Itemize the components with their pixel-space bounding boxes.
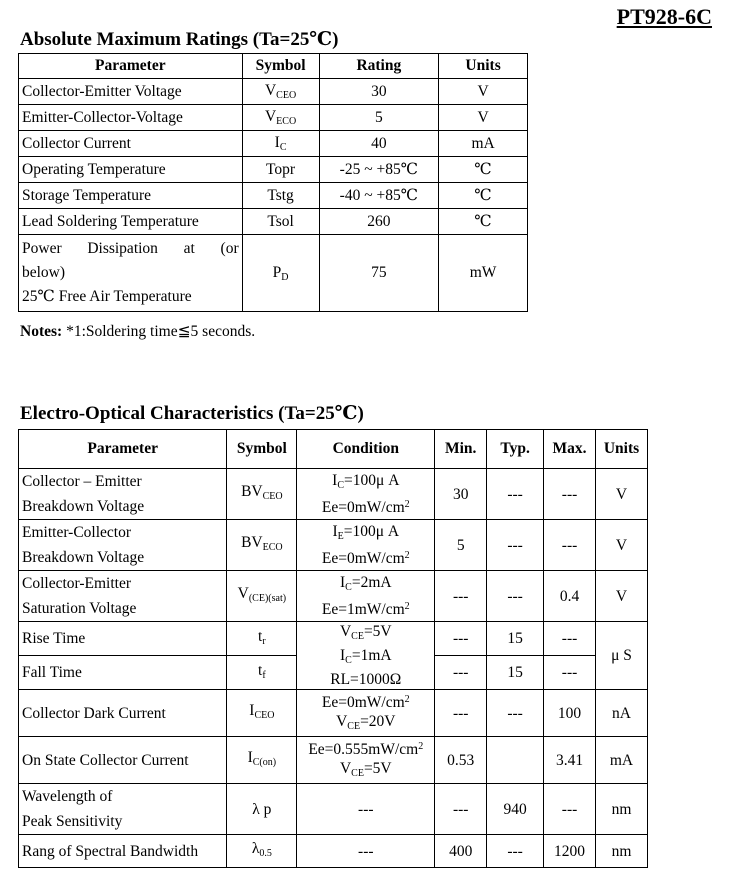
- units-cell: mA: [596, 737, 648, 784]
- table-row: [19, 690, 648, 737]
- header-units: Units: [596, 430, 648, 469]
- max-cell: ---: [544, 622, 596, 656]
- symbol-cell: $V_{ECO}$: [242, 105, 319, 131]
- symbol-cell: $BV_{CEO}$: [227, 469, 297, 520]
- condition-cell: $Ee=0mW/cm^2$ $V_{CE}=20V$: [297, 690, 435, 737]
- min-cell: ---: [435, 784, 487, 835]
- min-cell: 0.53: [435, 737, 487, 784]
- table-row: [19, 520, 648, 571]
- condition-cell: $I_C=100\mu$ A $Ee=0mW/cm^2$: [297, 469, 435, 520]
- symbol-cell: $V_{CEO}$: [242, 79, 319, 105]
- rating-cell: 30: [319, 79, 439, 105]
- rating-cell: 75: [319, 235, 439, 312]
- parameter-cell: Lead Soldering Temperature: [19, 209, 243, 235]
- symbol-cell: λ p: [227, 784, 297, 835]
- rating-cell: -25 ~ +85℃: [319, 157, 439, 183]
- units-cell: ℃: [439, 209, 528, 235]
- table-header-row: [19, 430, 648, 469]
- condition-cell: $V_{CE}=5V$ $I_C=1mA$ RL=1000Ω: [297, 622, 435, 690]
- units-cell: nm: [596, 784, 648, 835]
- header-symbol: Symbol: [242, 54, 319, 79]
- units-cell: V: [439, 105, 528, 131]
- absolute-maximum-ratings-table: [18, 53, 528, 312]
- rating-cell: 260: [319, 209, 439, 235]
- parameter-cell: Collector Current: [19, 131, 243, 157]
- condition-cell: ---: [297, 784, 435, 835]
- parameter-cell: On State Collector Current: [19, 737, 227, 784]
- header-max: Max.: [544, 430, 596, 469]
- max-cell: ---: [544, 656, 596, 690]
- min-cell: ---: [435, 690, 487, 737]
- typ-cell: ---: [487, 571, 544, 622]
- typ-cell: 15: [487, 656, 544, 690]
- notes: Notes: *1:Soldering time≦5 seconds.: [20, 323, 256, 340]
- parameter-cell: Storage Temperature: [19, 183, 243, 209]
- header-parameter: Parameter: [19, 54, 243, 79]
- typ-cell: [487, 737, 544, 784]
- table-row: [19, 235, 528, 312]
- parameter-cell: Wavelength of Peak Sensitivity: [19, 784, 227, 835]
- table-row: [19, 131, 528, 157]
- units-cell: μ S: [596, 622, 648, 690]
- parameter-cell: Collector – Emitter Breakdown Voltage: [19, 469, 227, 520]
- min-cell: 5: [435, 520, 487, 571]
- amr-title: Absolute Maximum Ratings (Ta=25℃): [20, 29, 339, 50]
- max-cell: 100: [544, 690, 596, 737]
- units-cell: mW: [439, 235, 528, 312]
- min-cell: 400: [435, 835, 487, 868]
- part-number: PT928-6C: [616, 4, 712, 29]
- typ-cell: ---: [487, 520, 544, 571]
- min-cell: ---: [435, 571, 487, 622]
- table-row: [19, 835, 648, 868]
- min-cell: ---: [435, 656, 487, 690]
- rating-cell: 5: [319, 105, 439, 131]
- condition-cell: $I_E=100\mu$ A $Ee=0mW/cm^2$: [297, 520, 435, 571]
- header-symbol: Symbol: [227, 430, 297, 469]
- symbol-cell: Topr: [242, 157, 319, 183]
- electro-optical-characteristics-table: [18, 429, 648, 868]
- units-cell: nm: [596, 835, 648, 868]
- typ-cell: 15: [487, 622, 544, 656]
- table-header-row: [19, 54, 528, 79]
- max-cell: 0.4: [544, 571, 596, 622]
- symbol-cell: $t_f$: [227, 656, 297, 690]
- header-condition: Condition: [297, 430, 435, 469]
- condition-cell: $Ee=0.555mW/cm^2$ $V_{CE}=5V$: [297, 737, 435, 784]
- header-rating: Rating: [319, 54, 439, 79]
- table-row: [19, 105, 528, 131]
- table-row: [19, 469, 648, 520]
- units-cell: V: [439, 79, 528, 105]
- parameter-cell: Emitter-Collector Breakdown Voltage: [19, 520, 227, 571]
- units-cell: ℃: [439, 157, 528, 183]
- symbol-cell: Tsol: [242, 209, 319, 235]
- table-row: [19, 784, 648, 835]
- typ-cell: ---: [487, 835, 544, 868]
- units-cell: V: [596, 469, 648, 520]
- max-cell: ---: [544, 784, 596, 835]
- units-cell: nA: [596, 690, 648, 737]
- parameter-cell: Collector-Emitter Saturation Voltage: [19, 571, 227, 622]
- min-cell: 30: [435, 469, 487, 520]
- parameter-cell: Collector-Emitter Voltage: [19, 79, 243, 105]
- max-cell: ---: [544, 469, 596, 520]
- units-cell: ℃: [439, 183, 528, 209]
- symbol-cell: $I_{C(on)}$: [227, 737, 297, 784]
- condition-cell: $I_C=2mA$ $Ee=1mW/cm^2$: [297, 571, 435, 622]
- rating-cell: -40 ~ +85℃: [319, 183, 439, 209]
- table-row: [19, 209, 528, 235]
- table-row: [19, 157, 528, 183]
- header-min: Min.: [435, 430, 487, 469]
- parameter-cell: Emitter-Collector-Voltage: [19, 105, 243, 131]
- symbol-cell: Tstg: [242, 183, 319, 209]
- typ-cell: ---: [487, 690, 544, 737]
- parameter-cell: Rang of Spectral Bandwidth: [19, 835, 227, 868]
- table-row: [19, 622, 648, 656]
- parameter-cell: Operating Temperature: [19, 157, 243, 183]
- table-row: [19, 737, 648, 784]
- table-row: [19, 571, 648, 622]
- symbol-cell: $t_r$: [227, 622, 297, 656]
- units-cell: V: [596, 571, 648, 622]
- eoc-title: Electro-Optical Characteristics (Ta=25℃): [20, 403, 364, 424]
- max-cell: 1200: [544, 835, 596, 868]
- rating-cell: 40: [319, 131, 439, 157]
- symbol-cell: $BV_{ECO}$: [227, 520, 297, 571]
- parameter-cell: Rise Time: [19, 622, 227, 656]
- symbol-cell: $I_C$: [242, 131, 319, 157]
- max-cell: 3.41: [544, 737, 596, 784]
- condition-cell: ---: [297, 835, 435, 868]
- min-cell: ---: [435, 622, 487, 656]
- parameter-cell: Power Dissipation at (or below) 25℃ Free Air Temperature: [19, 235, 243, 312]
- symbol-cell: $V_{(CE)(sat)}$: [227, 571, 297, 622]
- parameter-cell: Fall Time: [19, 656, 227, 690]
- table-row: [19, 183, 528, 209]
- header-typ: Typ.: [487, 430, 544, 469]
- symbol-cell: $I_{CEO}$: [227, 690, 297, 737]
- max-cell: ---: [544, 520, 596, 571]
- units-cell: V: [596, 520, 648, 571]
- header-units: Units: [439, 54, 528, 79]
- typ-cell: 940: [487, 784, 544, 835]
- header-parameter: Parameter: [19, 430, 227, 469]
- parameter-cell: Collector Dark Current: [19, 690, 227, 737]
- symbol-cell: $P_D$: [242, 235, 319, 312]
- table-row: [19, 79, 528, 105]
- symbol-cell: $\lambda_{0.5}$: [227, 835, 297, 868]
- units-cell: mA: [439, 131, 528, 157]
- typ-cell: ---: [487, 469, 544, 520]
